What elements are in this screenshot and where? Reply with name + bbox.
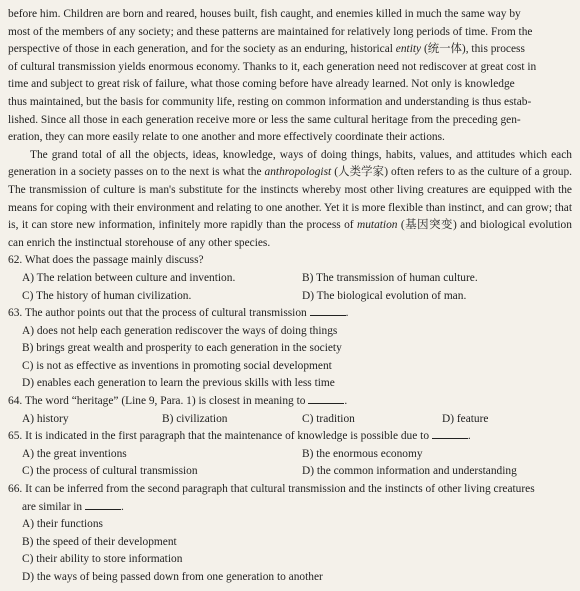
option-d[interactable]: D) enables each generation to learn the previous skills with less time [22,377,335,390]
answer-blank [85,499,121,510]
mutation-gloss: (基因突变) [400,219,457,232]
answer-blank [308,393,344,404]
option-c[interactable]: C) tradition [302,412,355,425]
option-c[interactable]: C) The history of human civilization. [22,289,192,302]
question-62-options [8,270,572,305]
question-64-stem: 64. The word “heritage” (Line 9, Para. 1) is closest in meaning to . [8,395,348,408]
question-63-options [8,323,572,393]
passage-line: time and subject to great risk of failure, what those coming before have already learned. Not only is knowledge [8,78,515,91]
question-66-options [8,516,572,586]
option-a[interactable]: A) their functions [22,518,103,531]
mutation-term: mutation [356,219,398,232]
passage-line: eration, they can more easily relate to one another and more effectively coordinate their actions. [8,131,445,144]
anthropologist-gloss: (人类学家) [334,166,388,179]
option-d[interactable]: D) the common information and understanding [302,465,517,478]
answer-blank [310,305,346,316]
option-a[interactable]: A) the great inventions [22,447,127,460]
question-63-stem: 63. The author points out that the process of cultural transmission . [8,307,349,320]
option-a[interactable]: A) does not help each generation rediscover the ways of doing things [22,324,338,337]
entity-term: entity [395,43,422,56]
question-62-stem: 62. What does the passage mainly discuss? [8,254,204,267]
question-66-stem-cont: are similar in . [22,500,124,513]
option-b[interactable]: B) the enormous economy [302,447,423,460]
option-d[interactable]: D) The biological evolution of man. [302,289,467,302]
option-c[interactable]: C) is not as effective as inventions in promoting social development [22,359,332,372]
answer-blank [432,428,468,439]
passage [8,6,572,252]
option-b[interactable]: B) The transmission of human culture. [302,271,478,284]
question-64-options [8,411,572,429]
passage-line: thus maintained, but the basis for community life, resting on common information and understanding is thus estab- [8,95,532,108]
question-66-stem: 66. It can be inferred from the second paragraph that cultural transmission and the instincts of other living creatures [8,483,535,496]
option-c[interactable]: C) the process of cultural transmission [22,465,198,478]
question-65-stem: 65. It is indicated in the first paragraph that the maintenance of knowledge is possible due to . [8,430,471,443]
question-65-options [8,446,572,481]
passage-line: perspective of those in each generation, and for the society as an enduring, historical entity (统一体), this process [8,43,525,56]
option-b[interactable]: B) brings great wealth and prosperity to each generation in the society [22,342,342,355]
option-d[interactable]: D) feature [442,412,489,425]
passage-line: most of the members of any society; and these patterns are maintained for relatively long periods of time. From the [8,25,533,38]
option-c[interactable]: C) their ability to store information [22,553,183,566]
entity-gloss: (统一体) [423,43,466,56]
anthropologist-term: anthropologist [264,166,332,179]
option-b[interactable]: B) civilization [162,412,228,425]
option-d[interactable]: D) the ways of being passed down from one generation to another [22,571,323,583]
option-a[interactable]: A) The relation between culture and invention. [22,271,236,284]
passage-line: of cultural transmission yields enormous economy. Thanks to it, each generation need not rediscover at great cost in [8,60,537,73]
option-a[interactable]: A) history [22,412,69,425]
passage-line: lished. Since all those in each generation receive more or less the same cultural heritage from the preceding gen- [8,113,521,126]
option-b[interactable]: B) the speed of their development [22,535,177,548]
passage-line: before him. Children are born and reared, houses built, fish caught, and enemies killed in much the same way by [8,8,521,20]
paragraph-2: The grand total of all the objects, ideas, knowledge, ways of doing things, habits, values, and attitudes which each generation in a society passes on to the next is what the anthropologist (人类学家) often refers to as the culture of a group. The transmission of culture is man's substitute for the instincts whereby most other living creatures are equipped with the means for coping with their environment and relating to one another. Yet it is more flexible than instinct, and can grow; that is, it can store new information, infinitely more rapidly than the process of mutation (基因突变) and biological evolution can enrich the instinctual storehouse of any other species. [8,148,572,249]
